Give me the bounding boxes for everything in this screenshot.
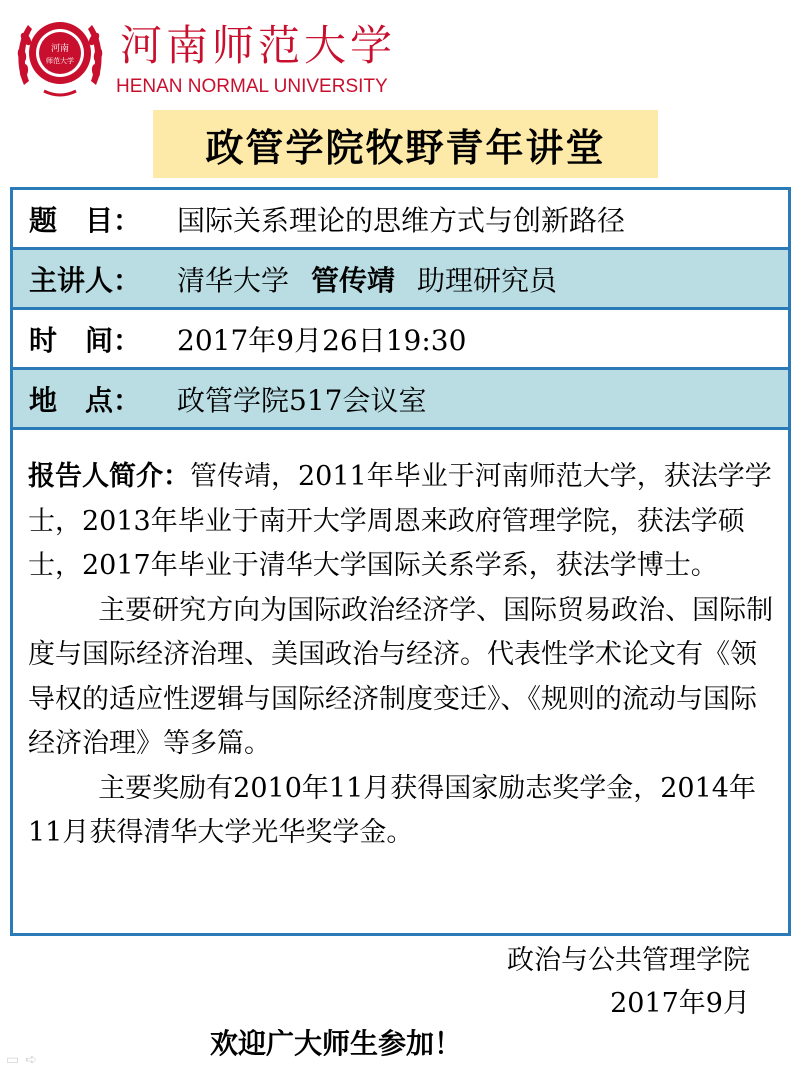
- topic-label: 题 目：: [29, 203, 142, 237]
- university-seal-logo: [14, 7, 106, 99]
- slide-nav-controls[interactable]: [6, 1052, 37, 1068]
- time-row: [13, 310, 788, 367]
- lecture-info-table: [10, 187, 791, 936]
- speaker-affiliation: 清华大学: [177, 263, 290, 297]
- speaker-label: 主讲人：: [29, 263, 142, 297]
- venue-value: 政管学院517会议室: [177, 383, 427, 417]
- speaker-title: 助理研究员: [417, 263, 558, 297]
- bio-paragraph-2: 主要研究方向为国际政治经济学、国际贸易政治、国际制度与国际经济治理、美国政治与经济。代表性学术论文有《领导权的适应性逻辑与国际经济制度变迁》、《规则的流动与国际经济治理》等多篇。: [28, 594, 774, 759]
- next-slide-icon[interactable]: ➪: [25, 1052, 37, 1068]
- venue-label: 地 点：: [29, 383, 142, 417]
- bio-text-1: 管传靖，2011年毕业于河南师范大学，获法学学士，2013年毕业于南开大学周恩来政府管理学院，获法学硕士，2017年毕业于清华大学国际关系学系，获法学博士。: [28, 461, 772, 581]
- svg-text:河南: 河南: [50, 44, 70, 54]
- svg-text:师范大学: 师范大学: [46, 57, 74, 65]
- time-label: 时 间：: [29, 323, 142, 357]
- venue-row: [13, 370, 788, 427]
- speaker-bio: [13, 449, 788, 856]
- topic-value: 国际关系理论的思维方式与创新路径: [177, 203, 626, 237]
- organizer-department: 政治与公共管理学院: [507, 945, 750, 976]
- time-value: 2017年9月26日19:30: [177, 323, 467, 357]
- row-divider: [13, 427, 788, 430]
- bio-paragraph-1: [28, 455, 774, 589]
- welcome-message: 欢迎广大师生参加！: [210, 1027, 463, 1060]
- university-name-cn: 河南师范大学: [120, 21, 397, 70]
- bio-paragraph-3: 主要奖励有2010年11月获得国家励志奖学金，2014年11月获得清华大学光华奖学金。: [28, 772, 756, 848]
- university-name-en: HENAN NORMAL UNIVERSITY: [116, 76, 388, 97]
- lecture-series-banner: [153, 110, 658, 178]
- slide-menu-icon[interactable]: ▭: [6, 1052, 20, 1068]
- lecture-series-title: 政管学院牧野青年讲堂: [205, 125, 606, 170]
- notice-date: 2017年9月: [610, 988, 750, 1019]
- speaker-row: [13, 250, 788, 307]
- topic-row: [13, 190, 788, 247]
- speaker-name: 管传靖: [311, 263, 396, 297]
- bio-label: 报告人简介：: [28, 461, 190, 492]
